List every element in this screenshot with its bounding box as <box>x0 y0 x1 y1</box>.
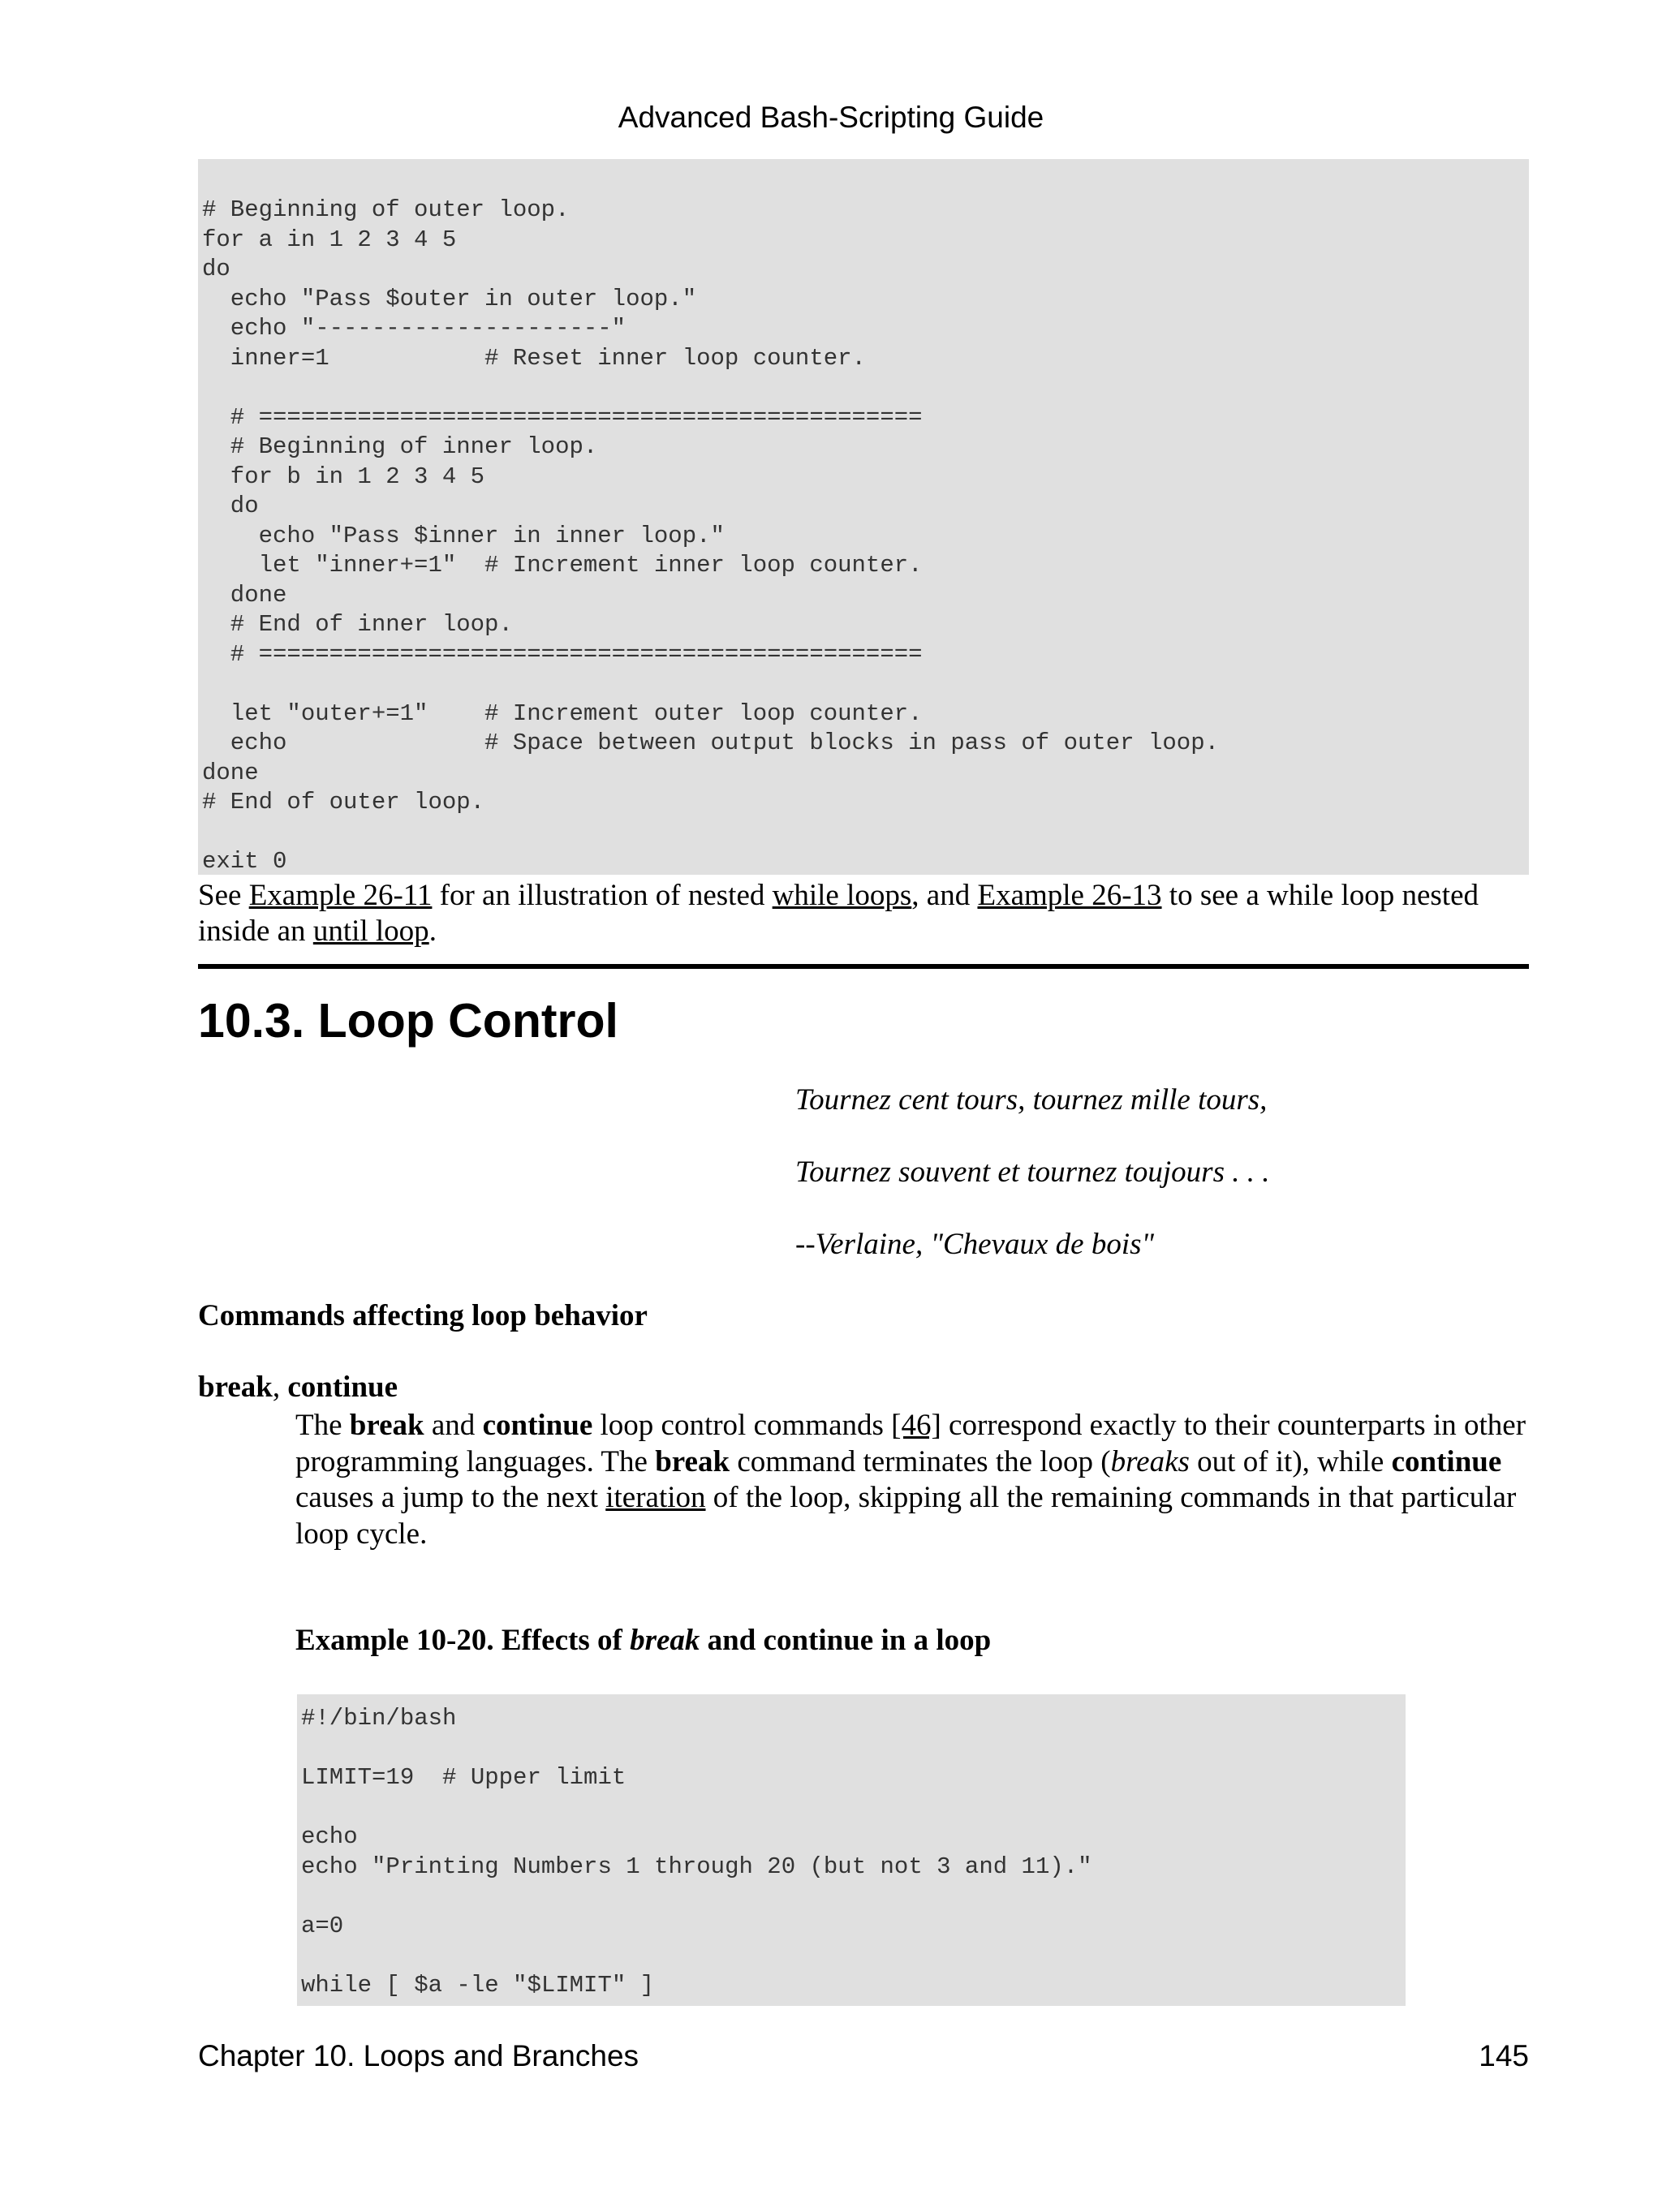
code-listing-nested-loops: # Beginning of outer loop. for a in 1 2 3 4 5 do echo "Pass $outer in outer loop." echo "---------------------" inner=1 # Reset inner loop counter. # =============================================== # Beginning of inner loop. for b in 1 2 3 4 5 do echo "Pass $inner in inner loop." let "inner+=1" # Increment inner loop counter. done # End of inner loop. # =============================================== let "outer+=1" # Increment outer loop counter. echo # Space between output blocks in pass of outer loop. done # End of outer loop. exit 0 <box>198 159 1529 875</box>
example-title-prefix: Example 10-20. Effects of <box>295 1624 631 1657</box>
epigraph <box>795 1082 1526 1299</box>
term-separator: , <box>272 1371 288 1404</box>
term-continue: continue <box>287 1371 398 1404</box>
text: . <box>428 914 437 948</box>
text: of the loop, skipping all the remaining commands in that particular loop cycle. <box>295 1481 1517 1551</box>
section-divider <box>198 964 1529 969</box>
epigraph-line: Tournez cent tours, tournez mille tours, <box>795 1083 1268 1117</box>
epigraph-line: Tournez souvent et tournez toujours . . . <box>795 1155 1270 1189</box>
text: correspond exactly to their counterparts in other programming languages. The <box>295 1409 1526 1478</box>
emphasis-breaks: breaks <box>1110 1444 1190 1478</box>
example-title <box>295 1623 991 1659</box>
text: and <box>424 1409 483 1442</box>
link-example-26-11[interactable]: Example 26-11 <box>248 879 433 912</box>
definition-body <box>295 1408 1537 1552</box>
term-break: break <box>198 1371 273 1404</box>
running-header: Advanced Bash-Scripting Guide <box>618 101 1044 134</box>
text: , and <box>911 879 978 912</box>
text: See <box>198 879 249 912</box>
text: command terminates the loop ( <box>730 1444 1111 1478</box>
text: loop control commands <box>592 1409 892 1442</box>
text: to see a while loop nested inside an <box>198 879 1479 948</box>
keyword-continue: continue <box>482 1409 593 1442</box>
text: causes a jump to the next <box>295 1481 606 1514</box>
section-title: 10.3. Loop Control <box>198 994 618 1048</box>
subheading: Commands affecting loop behavior <box>198 1299 648 1332</box>
keyword-break: break <box>349 1409 424 1442</box>
link-while-loops[interactable]: while loops <box>772 879 912 912</box>
example-title-italic: break <box>630 1624 700 1657</box>
definition-term <box>198 1370 398 1405</box>
see-also-paragraph <box>198 878 1537 949</box>
epigraph-attribution: --Verlaine, "Chevaux de bois" <box>795 1228 1155 1261</box>
code-listing-break-continue: #!/bin/bash LIMIT=19 # Upper limit echo echo "Printing Numbers 1 through 20 (but not 3 and 11)." a=0 while [ $a -le "$LIMIT" ] <box>297 1694 1406 2006</box>
text: The <box>295 1409 350 1442</box>
footer-chapter: Chapter 10. Loops and Branches <box>198 2039 639 2072</box>
keyword-break: break <box>655 1444 730 1478</box>
text: for an illustration of nested <box>432 879 773 912</box>
text: out of it), while <box>1189 1444 1392 1478</box>
link-iteration[interactable]: iteration <box>605 1481 706 1514</box>
keyword-continue: continue <box>1391 1444 1502 1478</box>
page-number: 145 <box>1479 2039 1529 2072</box>
link-example-26-13[interactable]: Example 26-13 <box>977 879 1162 912</box>
link-until-loop[interactable]: until loop <box>312 914 429 948</box>
example-title-suffix: and continue in a loop <box>700 1624 992 1657</box>
footnote-link[interactable]: [46] <box>891 1409 941 1442</box>
